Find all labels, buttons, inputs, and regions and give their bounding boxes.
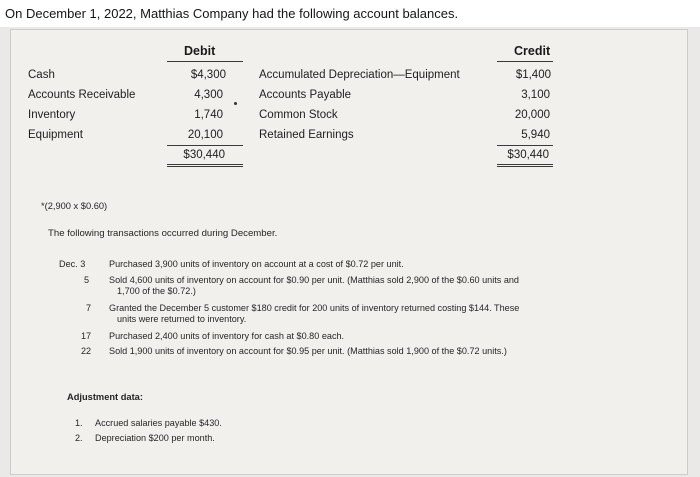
- problem-heading: On December 1, 2022, Matthias Company had the following account balances.: [5, 6, 459, 21]
- adjustment-number: 2.: [75, 433, 83, 443]
- transaction-text: Sold 1,900 units of inventory on account for $0.95 per unit. (Matthias sold 1,900 of the $0.72 units.): [109, 346, 507, 356]
- credit-subtotal-rule: [497, 145, 553, 146]
- credit-amount: 20,000: [514, 109, 550, 121]
- debit-header: Debit: [184, 44, 216, 58]
- adjustment-text: Accrued salaries payable $430.: [95, 418, 222, 428]
- transaction-text: units were returned to inventory.: [117, 314, 247, 324]
- credit-account-name: Retained Earnings: [259, 129, 354, 141]
- debit-amount: $4,300: [190, 69, 226, 81]
- debit-subtotal-rule: [167, 145, 243, 146]
- debit-account-name: Cash: [28, 69, 55, 81]
- mark-dot: [234, 102, 237, 105]
- transaction-text: Granted the December 5 customer $180 credit for 200 units of inventory returned costing $144. These: [109, 303, 520, 313]
- credit-account-name: Accounts Payable: [259, 89, 352, 101]
- adjustments-title: Adjustment data:: [67, 392, 143, 402]
- problem-sheet: [10, 29, 688, 475]
- adjustment-text: Depreciation $200 per month.: [95, 433, 215, 443]
- debit-amount: 1,740: [194, 109, 223, 121]
- transaction-text: 1,700 of the $0.72.): [117, 286, 196, 296]
- transaction-text: Purchased 3,900 units of inventory on account at a cost of $0.72 per unit.: [109, 259, 404, 269]
- debit-account-name: Accounts Receivable: [28, 89, 136, 101]
- debit-account-name: Equipment: [28, 129, 83, 141]
- debit-account-name: Inventory: [28, 109, 76, 121]
- debit-total-rule-1: [167, 164, 243, 165]
- header-bar: [0, 0, 700, 27]
- footnote: *(2,900 x $0.60): [41, 201, 108, 211]
- credit-amount: 5,940: [521, 129, 550, 141]
- debit-amount: 20,100: [187, 129, 223, 141]
- credit-total: $30,440: [507, 149, 549, 161]
- credit-total-rule-2: [497, 166, 553, 167]
- credit-account-name: Common Stock: [259, 109, 338, 121]
- debit-amount: 4,300: [194, 89, 223, 101]
- transaction-text: Purchased 2,400 units of inventory for cash at $0.80 each.: [109, 331, 345, 341]
- transaction-text: Sold 4,600 units of inventory on account for $0.90 per unit. (Matthias sold 2,900 of the $0.60 units and: [109, 275, 519, 285]
- debit-total-rule-2: [167, 166, 243, 167]
- transaction-date: 7: [86, 303, 92, 313]
- credit-header: Credit: [514, 44, 551, 58]
- transactions-intro: The following transactions occurred during December.: [48, 228, 278, 239]
- adjustment-number: 1.: [75, 418, 83, 428]
- credit-amount: 3,100: [521, 89, 550, 101]
- debit-header-rule: [167, 61, 243, 62]
- credit-amount: $1,400: [515, 69, 551, 81]
- debit-total: $30,440: [183, 149, 225, 161]
- transaction-date: 17: [81, 331, 92, 341]
- credit-header-rule: [497, 61, 553, 62]
- transaction-date: 22: [81, 346, 92, 356]
- transaction-date: Dec. 3: [59, 259, 86, 269]
- credit-account-name: Accumulated Depreciation—Equipment: [259, 69, 460, 81]
- credit-total-rule-1: [497, 164, 553, 165]
- transaction-date: 5: [84, 275, 90, 285]
